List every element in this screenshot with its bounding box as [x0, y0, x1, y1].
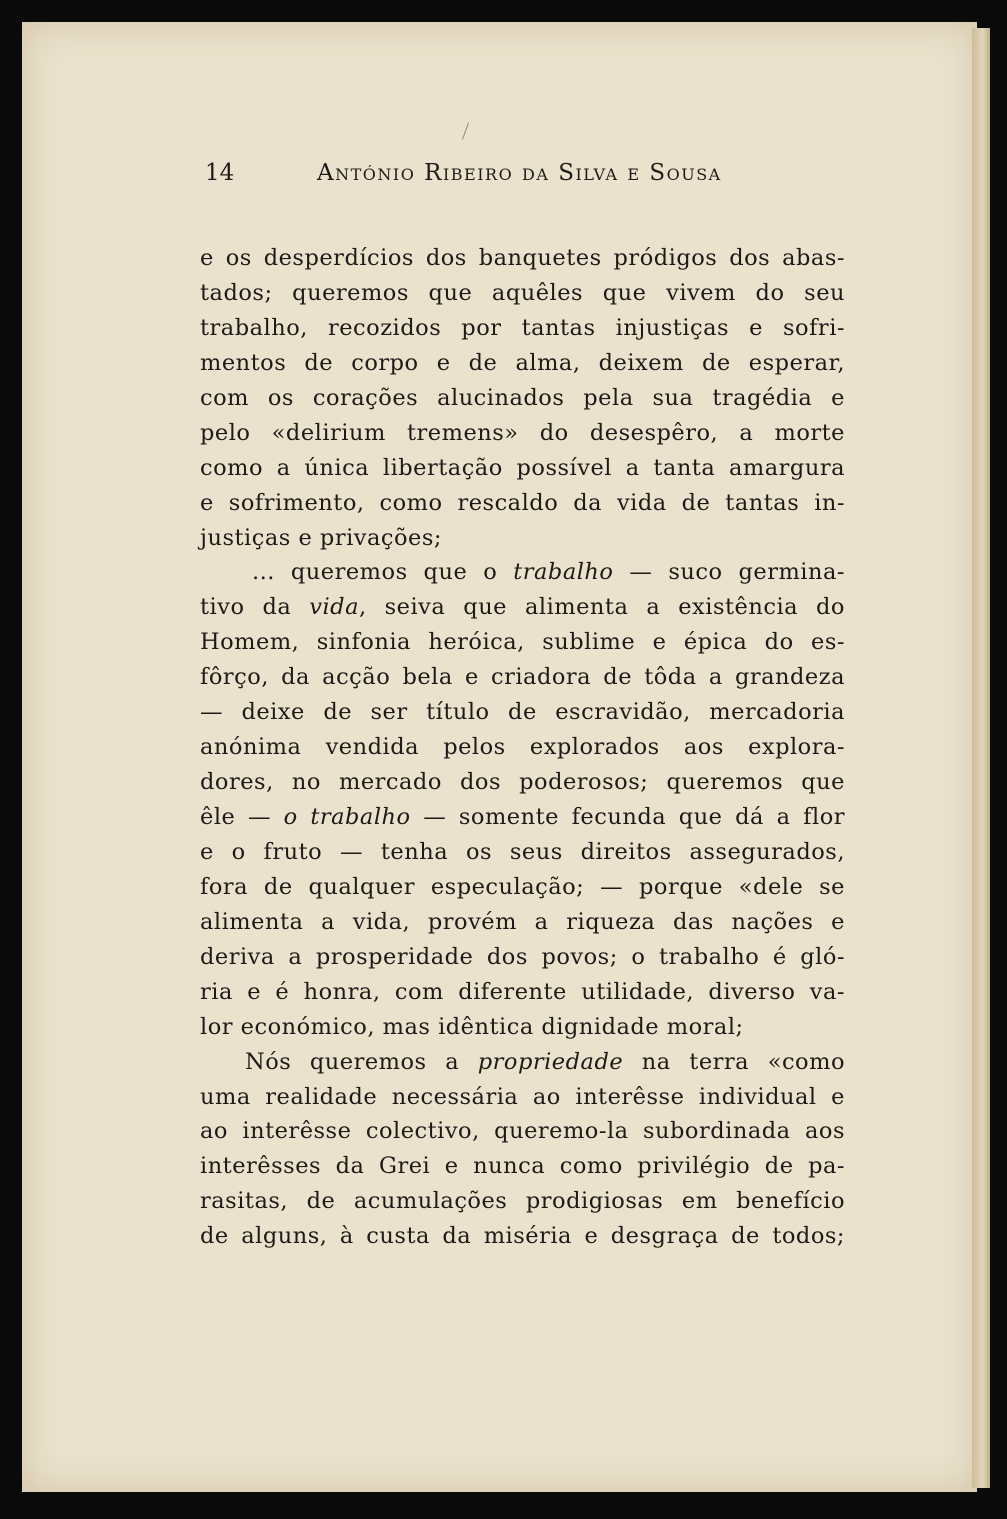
text-line: como a única libertação possível a tanta amargura [200, 454, 845, 481]
text-line: trabalho, recozidos por tantas injustiças e sofri- [200, 314, 845, 341]
text-line: êle — o trabalho — somente fecunda que dá a flor [200, 804, 845, 830]
italic-term: propriedade [477, 1048, 624, 1075]
italic-term: o trabalho [283, 804, 411, 830]
text-line: ria e é honra, com diferente utilidade, diverso va- [200, 978, 845, 1005]
running-head: António Ribeiro da Silva e Sousa [317, 160, 722, 186]
text-line: tados; queremos que aquêles que vivem do seu [200, 279, 845, 306]
text-line: rasitas, de acumulações prodigiosas em benefício [200, 1188, 845, 1215]
text-line: justiças e privações; [200, 524, 443, 551]
text-line: Homem, sinfonia heróica, sublime e épica do es- [200, 629, 845, 656]
text-line: dores, no mercado dos poderosos; queremos que [200, 769, 845, 796]
text-line: ao interêsse colectivo, queremo-la subordinada aos [200, 1118, 845, 1145]
text-line: ... queremos que o trabalho — suco germina- [252, 559, 846, 586]
text-line: pelo «delirium tremens» do desespêro, a morte [200, 419, 845, 446]
page-edge [972, 28, 990, 1488]
text-line: fora de qualquer especulação; — porque «dele se [200, 873, 845, 900]
text-line: lor económico, mas idêntica dignidade moral; [200, 1013, 744, 1040]
text-line: fôrço, da acção bela e criadora de tôda a grandeza [200, 664, 845, 691]
text-line: — deixe de ser título de escravidão, mercadoria [200, 699, 845, 726]
page-header [205, 160, 845, 200]
text-line: anónima vendida pelos explorados aos explora- [200, 734, 845, 761]
text-line: deriva a prosperidade dos povos; o trabalho é gló- [200, 943, 845, 970]
italic-term: vida [309, 594, 359, 621]
text-line: de alguns, à custa da miséria e desgraça de todos; [200, 1223, 845, 1250]
text-line: alimenta a vida, provém a riqueza das nações e [200, 908, 845, 935]
text-line: e sofrimento, como rescaldo da vida de tantas in- [200, 489, 845, 516]
text-line: interêsses da Grei e nunca como privilégio de pa- [200, 1153, 845, 1180]
body-text [200, 241, 845, 1254]
text-line: Nós queremos a propriedade na terra «como [245, 1048, 845, 1075]
text-line: e os desperdícios dos banquetes pródigos dos abas- [200, 245, 845, 271]
page-number: 14 [205, 160, 235, 186]
text-line: mentos de corpo e de alma, deixem de esperar, [200, 349, 845, 376]
text-line: uma realidade necessária ao interêsse individual e [200, 1083, 845, 1110]
text-line: com os corações alucinados pela sua tragédia e [200, 384, 845, 411]
italic-term: trabalho [513, 559, 614, 586]
text-line: e o fruto — tenha os seus direitos assegurados, [200, 838, 845, 865]
text-line: tivo da vida, seiva que alimenta a existência do [200, 594, 845, 621]
